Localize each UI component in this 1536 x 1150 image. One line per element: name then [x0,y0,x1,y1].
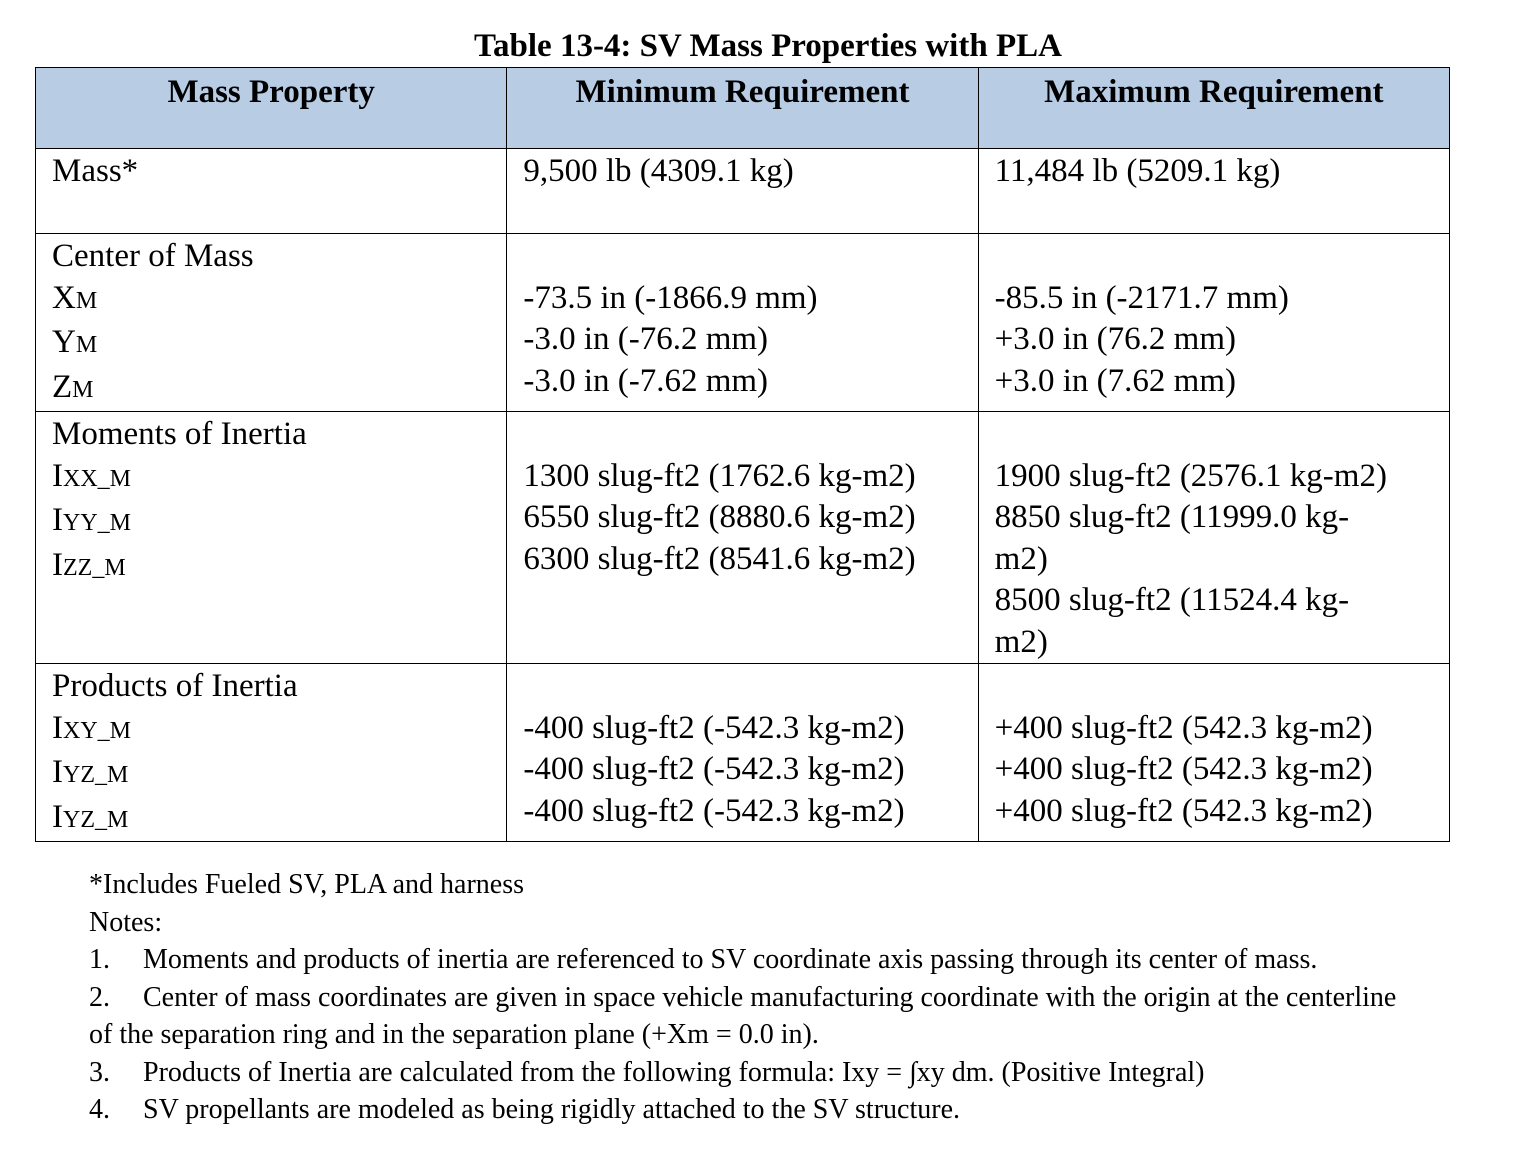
header-mass-property: Mass Property [36,68,507,149]
table-row-center-of-mass [36,234,1450,412]
table-title: Table 13-4: SV Mass Properties with PLA [474,28,1062,64]
iyy-max: 8850 slug-ft2 (11999.0 kg- [994,499,1350,535]
iyy-label: IYY_M [52,502,132,538]
ixy-max: +400 slug-ft2 (542.3 kg-m2) [994,709,1373,746]
iyy-min: 6550 slug-ft2 (8880.6 kg-m2) [523,499,916,535]
ixy-label: IXY_M [52,709,132,746]
ixy-min: -400 slug-ft2 (-542.3 kg-m2) [523,709,905,746]
iyz-min: -400 slug-ft2 (-542.3 kg-m2) [523,751,905,787]
center-of-mass-heading: Center of Mass [52,238,254,274]
iyz-max: +400 slug-ft2 (542.3 kg-m2) [994,751,1373,787]
table-row-products-of-inertia [36,664,1450,842]
note-2: 2. Center of mass coordinates are given in space vehicle manufacturing coordinate with the origin at the centerline [89,981,1397,1013]
table-header-row [36,68,1450,149]
ixx-min: 1300 slug-ft2 (1762.6 kg-m2) [523,457,916,494]
note-3: 3. Products of Inertia are calculated from the following formula: Ixy = ∫xy dm. (Positive Integral) [89,1056,1205,1088]
mass-max: 11,484 lb (5209.1 kg) [978,149,1449,234]
moments-of-inertia-labels [36,412,507,664]
iyz-max-2: +400 slug-ft2 (542.3 kg-m2) [994,792,1373,829]
com-y-min: -3.0 in (-76.2 mm) [523,321,769,357]
notes-section [89,866,1519,1129]
iyy-max-wrap: m2) [994,540,1048,577]
mass-properties-table [35,67,1450,842]
note-1: 1. Moments and products of inertia are referenced to SV coordinate axis passing through its center of mass. [89,944,1318,975]
center-of-mass-labels [36,234,507,412]
note-4: 4. SV propellants are modeled as being rigidly attached to the SV structure. [89,1094,960,1125]
iyz-label-2: IYZ_M [52,798,129,835]
table-row-moments-of-inertia [36,412,1450,664]
com-x-max: -85.5 in (-2171.7 mm) [994,279,1289,316]
izz-min: 6300 slug-ft2 (8541.6 kg-m2) [523,540,916,577]
com-z-min: -3.0 in (-7.62 mm) [523,362,769,399]
note-2-continued: of the separation ring and in the separation plane (+Xm = 0.0 in). [89,1019,819,1050]
com-y-max: +3.0 in (76.2 mm) [994,321,1237,357]
com-z-max: +3.0 in (7.62 mm) [994,362,1237,399]
izz-max-wrap: m2) [994,623,1048,660]
izz-max: 8500 slug-ft2 (11524.4 kg- [994,582,1350,618]
center-of-mass-max [978,234,1449,412]
ixx-max: 1900 slug-ft2 (2576.1 kg-m2) [994,457,1387,494]
products-of-inertia-min [507,664,978,842]
notes-heading: Notes: [89,906,163,938]
izz-label: IZZ_M [52,546,126,583]
header-minimum-requirement: Minimum Requirement [507,68,978,149]
com-x-min: -73.5 in (-1866.9 mm) [523,279,818,316]
moments-of-inertia-min [507,412,978,664]
com-x-label: XM [52,279,98,316]
iyz-label: IYZ_M [52,754,129,790]
footnote: *Includes Fueled SV, PLA and harness [89,869,524,900]
mass-min: 9,500 lb (4309.1 kg) [507,149,978,234]
com-y-label: YM [52,324,98,360]
com-z-label: ZM [52,368,94,405]
ixx-label: IXX_M [52,457,132,494]
products-of-inertia-max [978,664,1449,842]
moments-of-inertia-heading: Moments of Inertia [52,416,307,452]
moments-of-inertia-max [978,412,1449,664]
iyz-min-2: -400 slug-ft2 (-542.3 kg-m2) [523,792,905,829]
mass-label: Mass* [36,149,507,234]
center-of-mass-min [507,234,978,412]
header-maximum-requirement: Maximum Requirement [978,68,1449,149]
products-of-inertia-heading: Products of Inertia [52,668,298,704]
products-of-inertia-labels [36,664,507,842]
table-row-mass [36,149,1450,234]
